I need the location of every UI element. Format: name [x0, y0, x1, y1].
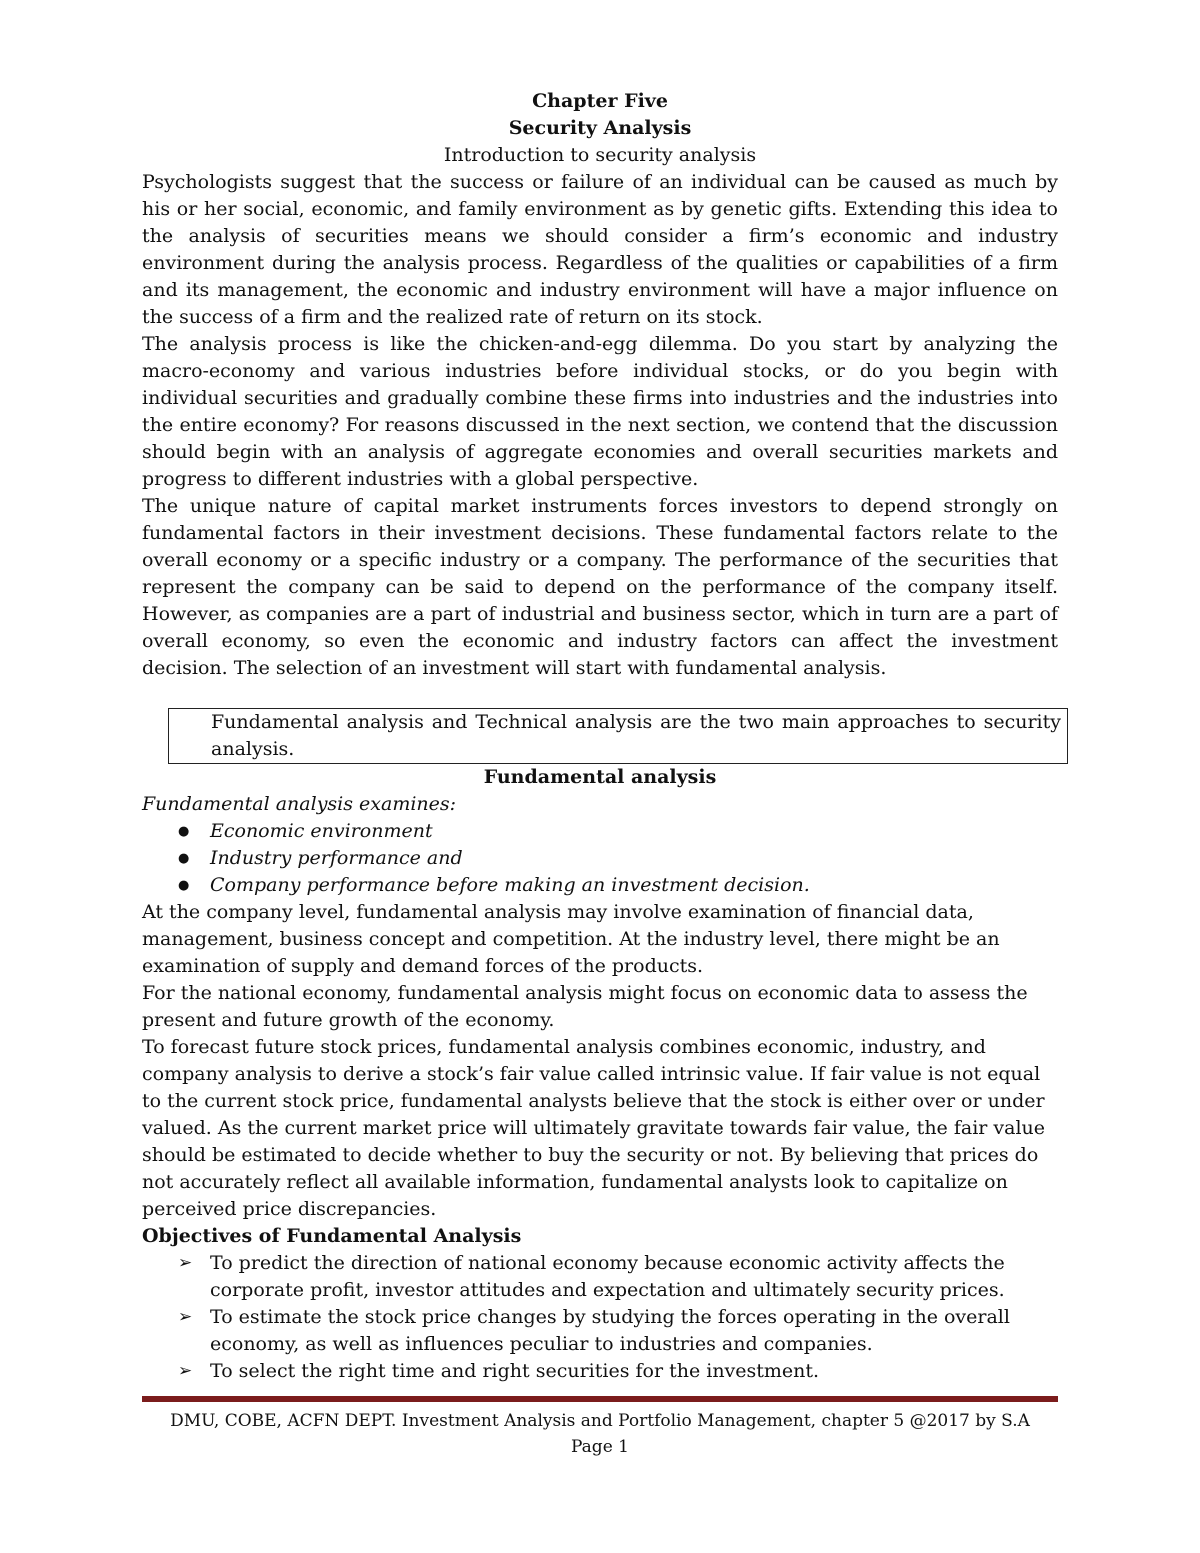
- fundamental-paragraph-1: At the company level, fundamental analysis may involve examination of financial data, management, business concept and competition. At the industry level, there might be an examination of supply and demand forces of the products.: [142, 901, 1000, 977]
- fundamental-paragraph-3: To forecast future stock prices, fundamental analysis combines economic, industry, and company analysis to derive a stock’s fair value called intrinsic value. If fair value is not equal to the current stock price, fundamental analysts believe that the stock is either over or under valued. As the current market price will ultimately gravitate towards fair value, the fair value should be estimated to decide whether to buy the security or not. By believing that prices do not accurately reflect all available information, fundamental analysts look to capitalize on perceived price discrepancies.: [142, 1036, 1046, 1220]
- bullet-icon: ●: [178, 851, 190, 866]
- objectives-list: [142, 1250, 1058, 1385]
- intro-paragraph-3: The unique nature of capital market instruments forces investors to depend strongly on fundamental factors in their investment decisions. These fundamental factors relate to the overall economy or a specific industry or a company. The performance of the securities that represent the company can be said to depend on the performance of the company itself. However, as companies are a part of industrial and business sector, which in turn are a part of overall economy, so even the economic and industry factors can affect the investment decision. The selection of an investment will start with fundamental analysis.: [142, 495, 1058, 679]
- arrow-bullet-icon: ➢: [178, 1253, 193, 1273]
- arrow-bullet-icon: ➢: [178, 1361, 193, 1381]
- list-item: ➢ To predict the direction of national economy because economic activity affects the corporate profit, investor attitudes and expectation and ultimately security prices.: [178, 1252, 1005, 1301]
- fundamental-examines-label: Fundamental analysis examines:: [142, 793, 457, 815]
- list-item: ➢ To select the right time and right securities for the investment.: [178, 1358, 1058, 1385]
- bullet-icon: ●: [178, 878, 190, 893]
- intro-paragraph-1: Psychologists suggest that the success or failure of an individual can be caused as much by his or her social, economic, and family environment as by genetic gifts. Extending this idea to the analysis of securities means we should consider a firm’s economic and industry environment during the analysis process. Regardless of the qualities or capabilities of a firm and its management, the economic and industry environment will have a major influence on the success of a firm and the realized rate of return on its stock.: [142, 171, 1058, 328]
- arrow-bullet-icon: ➢: [178, 1307, 193, 1327]
- list-item: ● Economic environment: [178, 818, 1058, 845]
- footer-divider: [142, 1396, 1058, 1402]
- intro-paragraph-2: The analysis process is like the chicken-and-egg dilemma. Do you start by analyzing the macro-economy and various industries before individual stocks, or do you begin with individual securities and gradually combine these firms into industries and the industries into the entire economy? For reasons discussed in the next section, we contend that the discussion should begin with an analysis of aggregate economies and overall securities markets and progress to different industries with a global perspective.: [142, 333, 1058, 490]
- list-item: ➢ To estimate the stock price changes by studying the forces operating in the overall economy, as well as influences peculiar to industries and companies.: [178, 1306, 1010, 1355]
- callout-text: Fundamental analysis and Technical analysis are the two main approaches to security analysis.: [211, 711, 1061, 760]
- document-page: [142, 88, 1061, 1385]
- document-subtitle: Introduction to security analysis: [443, 144, 757, 166]
- list-item: ● Industry performance and: [178, 845, 1058, 872]
- list-item: ● Company performance before making an investment decision.: [178, 872, 1058, 899]
- page-footer: [142, 1408, 1058, 1460]
- page-number: Page 1: [571, 1437, 629, 1457]
- bullet-icon: ●: [178, 824, 190, 839]
- callout-symbol-icon: [175, 709, 211, 763]
- document-title: Security Analysis: [508, 117, 692, 139]
- approaches-callout-box: [168, 708, 1068, 764]
- footer-text: DMU, COBE, ACFN DEPT. Investment Analysis and Portfolio Management, chapter 5 @2017 by S.A: [170, 1411, 1030, 1431]
- fundamental-paragraph-2: For the national economy, fundamental analysis might focus on economic data to assess the present and future growth of the economy.: [142, 982, 1028, 1031]
- fundamental-analysis-heading: Fundamental analysis: [483, 766, 717, 788]
- chapter-title: Chapter Five: [532, 90, 668, 112]
- objectives-heading: Objectives of Fundamental Analysis: [142, 1225, 522, 1247]
- fundamental-bullet-list: [142, 818, 1058, 899]
